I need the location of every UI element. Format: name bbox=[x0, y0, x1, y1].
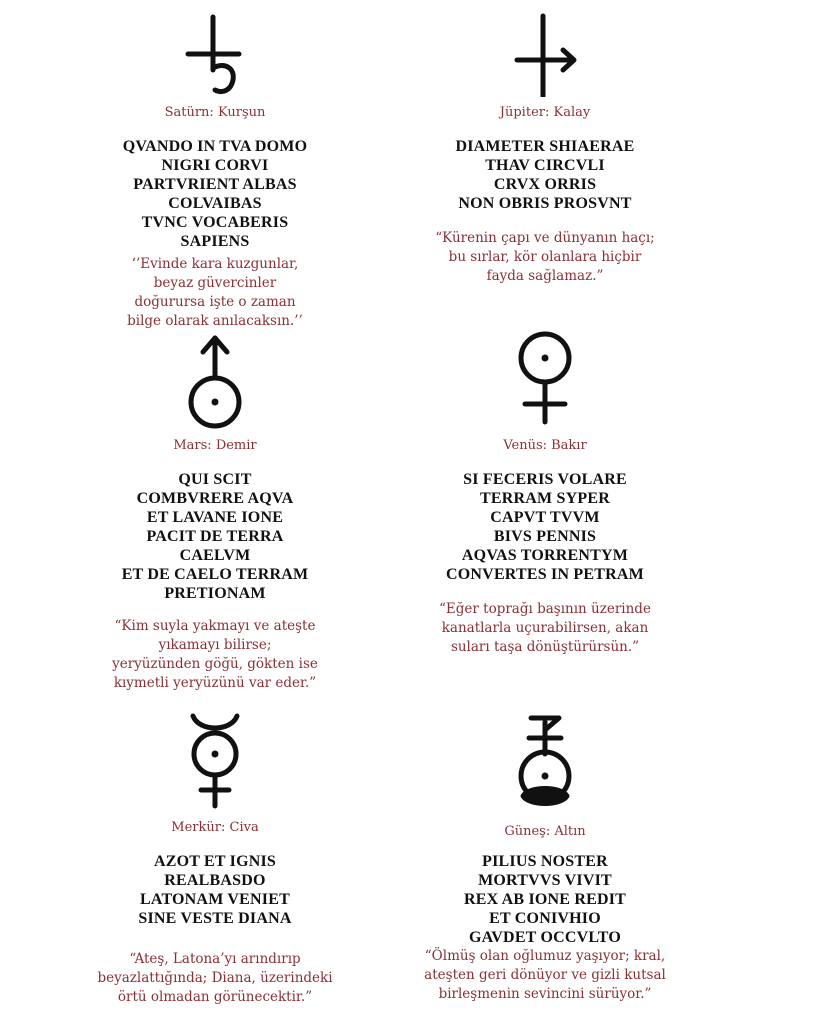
latin-line: CONVERTES IN PETRAM bbox=[446, 566, 644, 583]
translation-jupiter bbox=[345, 229, 745, 286]
latin-line: TERRAM SYPER bbox=[480, 490, 610, 507]
translation-line: örtü olmadan görünecektir.” bbox=[117, 989, 313, 1005]
latin-line: SAPIENS bbox=[180, 233, 250, 250]
latin-line: PILIUS NOSTER bbox=[482, 853, 608, 870]
translation-line: kıymetli yeryüzünü var eder.” bbox=[113, 675, 317, 691]
translation-sun bbox=[345, 947, 745, 1004]
latin-line: COLVAIBAS bbox=[168, 195, 262, 212]
latin-line: NIGRI CORVI bbox=[161, 157, 269, 174]
caption-mars: Mars: Demir bbox=[173, 438, 257, 453]
cell-jupiter bbox=[345, 12, 745, 286]
latin-line: AQVAS TORRENTYM bbox=[461, 547, 629, 564]
jupiter-symbol-icon bbox=[505, 12, 585, 97]
latin-line: REALBASDO bbox=[164, 872, 266, 889]
latin-line: SINE VESTE DIANA bbox=[138, 910, 292, 927]
latin-line: CAELVM bbox=[179, 547, 251, 564]
translation-line: beyazlattığında; Diana, üzerindeki bbox=[97, 970, 333, 986]
latin-text-venus bbox=[345, 470, 745, 584]
latin-text-sun bbox=[345, 852, 745, 947]
translation-line: birleşmenin sevincini sürüyor.” bbox=[438, 986, 652, 1002]
latin-line: TVNC VOCABERIS bbox=[141, 214, 289, 231]
latin-line: REX AB IONE REDIT bbox=[463, 891, 627, 908]
latin-line: ET CONIVHIO bbox=[489, 910, 601, 927]
latin-line: ET LAVANE IONE bbox=[146, 509, 284, 526]
sun-gold-symbol-icon bbox=[505, 712, 585, 816]
translation-line: “Eğer toprağı başının üzerinde bbox=[439, 601, 651, 617]
translation-line: beyaz güvercinler bbox=[153, 275, 277, 291]
latin-line: COMBVRERE AQVA bbox=[136, 490, 294, 507]
latin-line: ET DE CAELO TERRAM bbox=[121, 566, 309, 583]
latin-line: PRETIONAM bbox=[164, 585, 266, 602]
latin-line: BIVS PENNIS bbox=[493, 528, 597, 545]
caption-jupiter: Jüpiter: Kalay bbox=[499, 105, 591, 120]
latin-line: CRVX ORRIS bbox=[493, 176, 597, 193]
translation-line: “Ölmüş olan oğlumuz yaşıyor; kral, bbox=[424, 948, 666, 964]
venus-symbol-icon bbox=[505, 328, 585, 428]
translation-line: suları taşa dönüştürürsün.” bbox=[450, 639, 640, 655]
caption-sun: Güneş: Altın bbox=[504, 824, 586, 839]
latin-line: CAPVT TVVM bbox=[490, 509, 600, 526]
translation-line: yıkamayı bilirse; bbox=[158, 637, 272, 653]
mercury-symbol-icon bbox=[175, 710, 255, 810]
latin-line: LATONAM VENIET bbox=[140, 891, 290, 908]
translation-line: “Kürenin çapı ve dünyanın haçı; bbox=[435, 230, 655, 246]
translation-line: “Kim suyla yakmayı ve ateşte bbox=[114, 618, 316, 634]
cell-sun bbox=[345, 712, 745, 1004]
latin-line: NON OBRIS PROSVNT bbox=[458, 195, 632, 212]
translation-line: bu sırlar, kör olanlara hiçbir bbox=[448, 249, 642, 265]
translation-line: “Ateş, Latona’yı arındırıp bbox=[129, 951, 301, 967]
latin-line: QUI SCIT bbox=[178, 471, 252, 488]
latin-line: QVANDO IN TVA DOMO bbox=[122, 138, 308, 155]
cell-venus bbox=[345, 328, 745, 657]
latin-line: AZOT ET IGNIS bbox=[153, 853, 277, 870]
latin-line: MORTVVS VIVIT bbox=[478, 872, 612, 889]
latin-line: DIAMETER SHIAERAE bbox=[455, 138, 635, 155]
translation-line: kanatlarla uçurabilirsen, akan bbox=[441, 620, 649, 636]
translation-line: doğurursa işte o zaman bbox=[134, 294, 296, 310]
latin-line: SI FECERIS VOLARE bbox=[463, 471, 627, 488]
caption-mercury: Merkür: Civa bbox=[171, 820, 259, 835]
mars-symbol-icon bbox=[175, 332, 255, 432]
caption-venus: Venüs: Bakır bbox=[503, 438, 587, 453]
translation-line: yeryüzünden göğü, gökten ise bbox=[112, 656, 318, 672]
translation-line: bilge olarak anılacaksın.’’ bbox=[127, 313, 303, 329]
latin-line: PARTVRIENT ALBAS bbox=[133, 176, 297, 193]
translation-line: ateşten geri dönüyor ve gizli kutsal bbox=[424, 967, 666, 983]
caption-saturn: Satürn: Kurşun bbox=[164, 105, 266, 120]
latin-line: THAV CIRCVLI bbox=[485, 157, 605, 174]
latin-line: PACIT DE TERRA bbox=[146, 528, 284, 545]
latin-line: GAVDET OCCVLTO bbox=[468, 929, 622, 946]
latin-text-jupiter bbox=[345, 137, 745, 213]
saturn-symbol-icon bbox=[175, 12, 255, 97]
translation-line: ‘’Evinde kara kuzgunlar, bbox=[131, 256, 299, 272]
translation-line: fayda sağlamaz.” bbox=[486, 268, 604, 284]
translation-venus bbox=[345, 600, 745, 657]
